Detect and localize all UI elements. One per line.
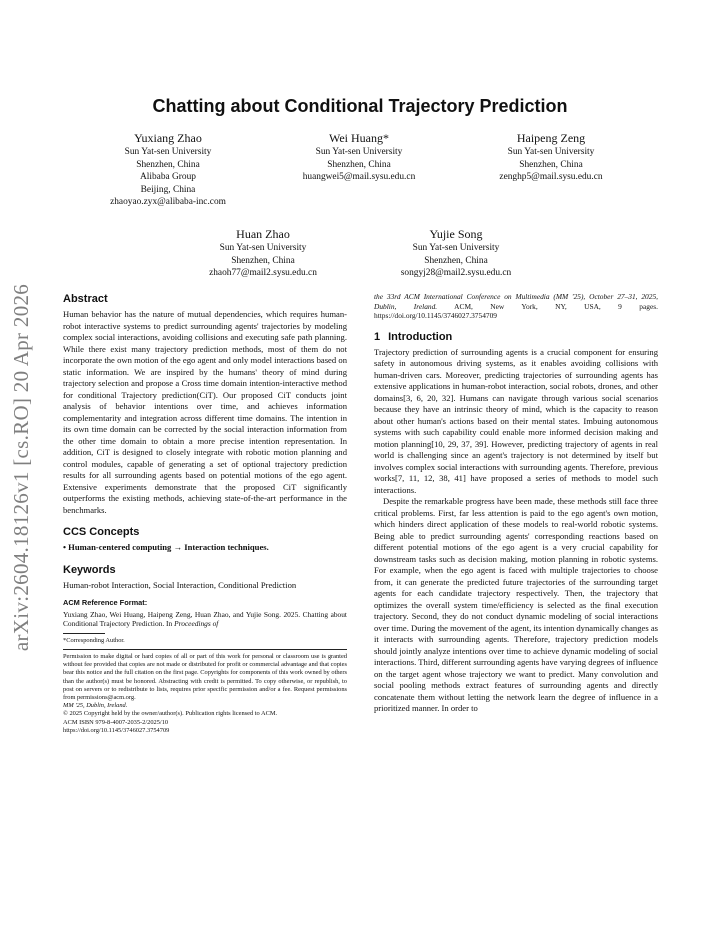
introduction-heading — [374, 330, 658, 344]
footnote-rule — [63, 633, 105, 634]
author-name: Yuxiang Zhao — [134, 131, 202, 145]
left-column — [63, 292, 347, 735]
reference-format-heading: ACM Reference Format: — [63, 598, 148, 607]
author-email: huangwei5@mail.sysu.edu.cn — [302, 172, 416, 183]
reference-continued-italic: the 33rd ACM International Conference on Multimedia (MM '25), October 27–31, 2025, Dublin, Ireland. — [374, 292, 658, 311]
section-number: 1 — [374, 330, 381, 343]
reference-format-text — [63, 610, 347, 629]
ccs-concept: • Human-centered computing → Interaction techniques. — [63, 542, 269, 552]
permission-text: Permission to make digital or hard copies of all or part of this work for personal or classroom use is granted without fee provided that copies are not made or distributed for profit or commercial advantage and that copies bear this notice and the full citation on the first page. Copyrights for components of this work owned by others than the author(s) must be honored. Abstracting with credit is permitted. To copy otherwise, or republish, to post on servers or to redistribute to lists, requires prior specific permission and/or a fee. Request permissions from permissions@acm.org. — [63, 652, 347, 701]
author-email: zhaoh77@mail2.sysu.edu.cn — [209, 268, 317, 279]
author-affiliation: Sun Yat-sen University — [315, 147, 403, 157]
right-column — [374, 292, 658, 715]
author-location: Beijing, China — [140, 184, 196, 195]
author-location: Shenzhen, China — [136, 159, 200, 170]
author-block — [371, 226, 541, 280]
author-location: Shenzhen, China — [519, 159, 583, 170]
reference-continued: ACM, New York, NY, USA, 9 pages. https://doi.org/10.1145/3746027.3754709 — [374, 301, 658, 321]
author-affiliation: Sun Yat-sen University — [124, 147, 212, 157]
author-block — [466, 130, 636, 184]
reference-proceedings: Proceedings of — [174, 619, 219, 629]
author-affiliation: Sun Yat-sen University — [507, 147, 595, 157]
copyright-text: © 2025 Copyright held by the owner/author(s). Publication rights licensed to ACM. — [63, 710, 278, 718]
author-name: Wei Huang* — [328, 131, 390, 145]
keywords-text: Human-robot Interaction, Social Interaction, Conditional Prediction — [63, 579, 297, 590]
corresponding-author-note: *Corresponding Author. — [63, 636, 125, 644]
author-block — [83, 130, 253, 209]
author-email: songyj28@mail2.sysu.edu.cn — [400, 268, 512, 279]
author-name: Huan Zhao — [236, 227, 290, 241]
section-title: Introduction — [388, 330, 453, 343]
reference-format-continued — [374, 292, 658, 321]
author-affiliation: Sun Yat-sen University — [219, 243, 307, 253]
author-location: Shenzhen, China — [327, 159, 391, 170]
author-affiliation: Alibaba Group — [140, 172, 196, 183]
author-block — [178, 226, 348, 280]
permission-rule — [63, 649, 347, 650]
paper-title: Chatting about Conditional Trajectory Prediction — [152, 96, 568, 116]
author-location: Shenzhen, China — [424, 255, 488, 266]
author-name: Yujie Song — [429, 227, 483, 241]
author-email: zhaoyao.zyx@alibaba-inc.com — [110, 197, 226, 208]
author-location: Shenzhen, China — [231, 255, 295, 266]
ccs-heading: CCS Concepts — [63, 526, 140, 538]
keywords-heading: Keywords — [63, 563, 116, 576]
arxiv-id-text: arXiv:2604.18126v1 [cs.RO] 20 Apr 2026 — [9, 283, 34, 651]
arxiv-identifier — [2, 262, 42, 672]
author-block — [274, 130, 444, 184]
reference-text: Yuxiang Zhao, Wei Huang, Haipeng Zeng, Huan Zhao, and Yujie Song. 2025. Chatting about Conditional Trajectory Prediction. In — [63, 609, 347, 629]
introduction-paragraph: Despite the remarkable progress have been made, these methods still face three critical problems. First, far less attention is paid to the ego agent's own motion, which hinders direct application of these models to real-world robotic systems. Being able to predict surrounding agents' corresponding reactions based on different potential motions of the ego agent is a very crucial capability for downstream tasks such as decision making, motion planning in robotic systems. For example, when the ego agent is faced with multiple trajectories to choose from, it can generate the predicted future trajectories of the surrounding target agents for each candidate trajectory respectively. Then, the trajectory that optimizes the overall system time/efficiency is selected as the final execution trajectory. Second, they do not conduct dynamic modeling of social interactions over time. During the movement of the agent, its intention dynamically changes as it interacts with surrounding agents. Therefore, trajectory prediction models should jointly analyze intentions over time to achieve dynamic modeling of social interactions. Third, different surrounding agents have varying degrees of influence on the target agent whose trajectory we want to predict. Many convolution and social pooling methods extract features of surrounding agents and directly concatenate them without letting the network learn the degree of influence in a prioritized manner. In order to — [374, 496, 658, 714]
doi-text: https://doi.org/10.1145/3746027.3754709 — [63, 726, 170, 734]
introduction-paragraph: Trajectory prediction of surrounding agents is a crucial component for ensuring safety in autonomous driving systems, as it enables avoiding collisions with human-driven cars. Moreover, predicting trajectories of surrounding agents has extensive applications in human-robot interaction, social robots, drones, and other domains[3, 6, 20, 32]. Humans can navigate through various social scenarios because they have an intrinsic theory of mind, which is the capacity to reason about other human's actions based on their mental states. Imbuing autonomous systems with such capability could enable more informed decision making and motion planning[10, 29, 37, 39]. However, predicting trajectory of agents in real world is challenging since an agent's trajectory is not determined by itself but involves complex social interactions with surrounding agents. Therefore, previous works[7, 11, 12, 38, 41] have proposed a series of methods to model such interactions. — [374, 346, 658, 495]
isbn-text: ACM ISBN 979-8-4007-2035-2/2025/10 — [63, 718, 169, 726]
abstract-text: Human behavior has the nature of mutual dependencies, which requires human-robot interactive systems to predict surrounding agents' trajectories by modeling complex social interactions, avoiding collisions and executing safe path planning. While there exist many trajectory prediction methods, most of them do not incorporate the own motion of the ego agent and only model interactions based on static information. We are inspired by the humans' theory of mind during trajectory selection and propose a Cross time domain intention-interactive method for conditional Trajectory prediction(CiT). Our proposed CiT conducts joint analysis of behavior intentions over time, and achieves information complementarity and integration across different time domains. The intention in its own time domain can be corrected by the social interaction information from the other time domain to obtain a more precise intention representation. In addition, CiT is designed to closely integrate with robotic motion planning and control modules, capable of generating a set of optional trajectory prediction results for all surrounding agents based on potential motions of the ego agent. Extensive experiments demonstrate that the proposed CiT significantly outperforms the existing methods, achieving state-of-the-art performance in the benchmarks. — [63, 309, 347, 515]
author-email: zenghp5@mail.sysu.edu.cn — [499, 172, 603, 183]
author-affiliation: Sun Yat-sen University — [412, 243, 500, 253]
abstract-heading: Abstract — [63, 293, 108, 305]
author-name: Haipeng Zeng — [516, 131, 586, 145]
venue-text: MM '25, Dublin, Ireland. — [63, 702, 128, 710]
